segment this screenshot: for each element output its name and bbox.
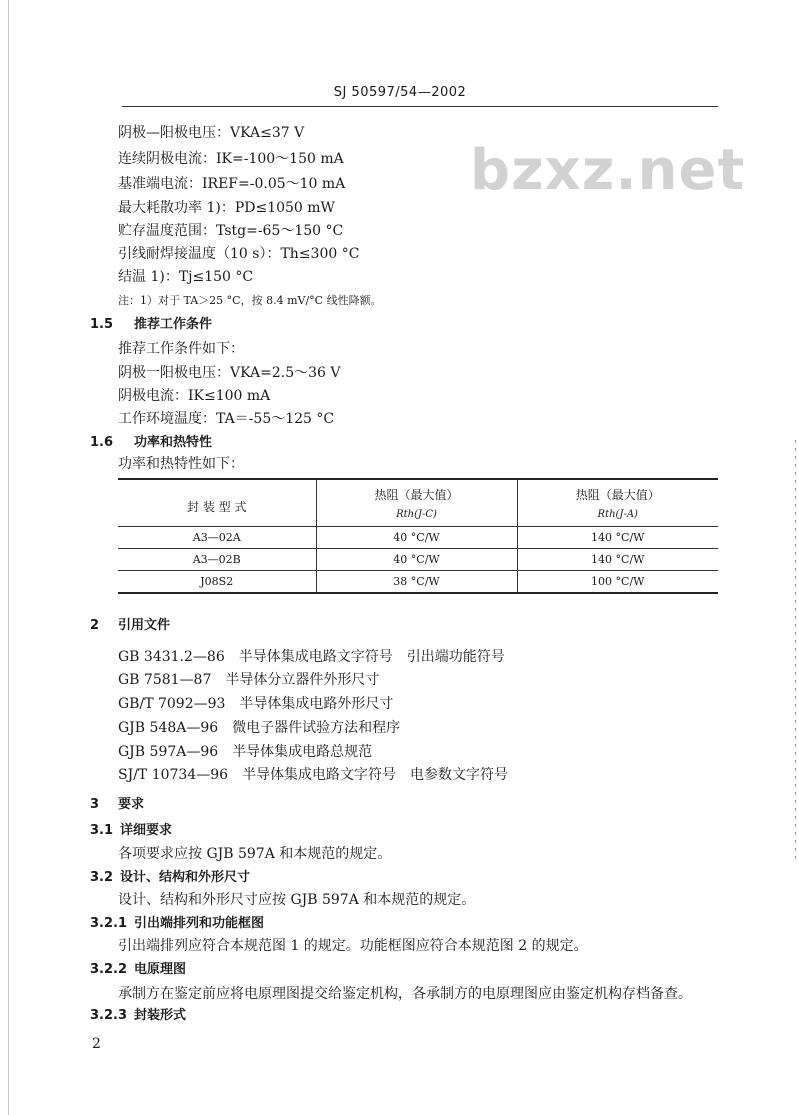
header-rth-ja: 热阻（最大值） Rth(J-A) [517,479,718,527]
section-3-2-1-heading [90,915,264,933]
section-number: 1.6 [90,435,114,450]
reference-code: GB 7581—87 [118,672,212,688]
reference-title: 半导体集成电路文字符号 电参数文字符号 [242,767,509,783]
table-cell: A3—02A [192,531,241,544]
table-cell: 140 °C/W [517,549,718,571]
ratings-note: 注：1）对于 TA＞25 °C，按 8.4 mV/°C 线性降额。 [118,294,382,307]
section-1-6-heading [90,434,212,452]
reference-item [118,671,379,689]
watermark: bzxz.net [470,138,746,203]
rating-line: 结温 1)：Tj≤150 °C [118,269,254,285]
section-3-2-2-heading [90,961,186,979]
page-header: SJ 50597/54—2002 [333,85,467,100]
section-3-2-heading [90,869,250,887]
reference-item [118,695,393,713]
section-3-2-body: 设计、结构和外形尺寸应按 GJB 597A 和本规范的规定。 [118,892,476,908]
table-cell: 40 °C/W [316,527,517,549]
table-row [118,571,718,593]
section-number: 1.5 [90,317,114,332]
table-row [118,549,718,571]
rating-line: 贮存温度范围：Tstg=-65～150 °C [118,223,344,239]
section-title: 设计、结构和外形尺寸 [120,870,251,885]
rating-line: 最大耗散功率 1)：PD≤1050 mW [118,200,335,216]
condition-line: 阴极一阳极电压：VKA=2.5～36 V [118,365,341,381]
reference-code: SJ/T 10734—96 [118,767,229,783]
header-rth-jc: 热阻（最大值） Rth(J-C) [316,479,517,527]
reference-code: GB/T 7092—93 [118,696,226,712]
reference-title: 半导体分立器件外形尺寸 [225,672,380,688]
section-title: 推荐工作条件 [134,317,213,332]
section-number: 3.1 [90,823,114,838]
section-3-2-3-heading [90,1007,186,1025]
table-cell: 140 °C/W [517,527,718,549]
table-cell: 38 °C/W [316,571,517,593]
table-cell: 100 °C/W [517,571,718,593]
table-header-row [118,479,718,527]
section-title: 详细要求 [120,823,173,838]
section-3-heading [90,796,144,814]
condition-line: 工作环境温度：TA＝-55～125 °C [118,411,335,427]
section-number: 3.2 [90,870,114,885]
reference-title: 半导体集成电路文字符号 引出端功能符号 [238,649,505,665]
section-title: 电原理图 [134,962,187,977]
section-number: 3.2.1 [90,916,128,931]
rating-line: 连续阴极电流：IK=-100～150 mA [118,151,344,167]
header-package: 封 装 型 式 [187,499,247,514]
reference-title: 半导体集成电路总规范 [232,744,373,760]
section-number: 3.2.3 [90,1008,128,1023]
section-3-1-heading [90,822,172,840]
reference-item [118,766,508,784]
thermal-table [118,478,718,594]
section-3-2-1-body: 引出端排列应符合本规范图 1 的规定。功能框图应符合本规范图 2 的规定。 [118,938,588,954]
section-number: 2 [90,618,100,633]
section-2-heading [90,617,170,635]
table-row [118,527,718,549]
section-number: 3.2.2 [90,962,128,977]
reference-title: 微电子器件试验方法和程序 [232,720,401,736]
rating-line: 引线耐焊接温度（10 s）：Th≤300 °C [118,246,360,262]
header-rule [122,106,718,107]
reference-item [118,743,372,761]
section-3-2-2-body: 承制方在鉴定前应将电原理图提交给鉴定机构，各承制方的电原理图应由鉴定机构存档备查。 [118,986,692,1002]
scan-edge-right [795,440,796,860]
section-number: 3 [90,797,100,812]
section-title: 功率和热特性 [134,435,213,450]
table-cell: J08S2 [200,574,234,588]
section-1-5-heading [90,316,212,334]
table-cell: A3—02B [192,553,241,566]
section-1-6-intro: 功率和热特性如下： [118,456,244,472]
section-title: 引出端排列和功能框图 [134,916,265,931]
condition-line: 阴极电流：IK≤100 mA [118,388,271,404]
reference-item [118,648,505,666]
section-title: 封装形式 [134,1008,187,1023]
section-title: 引用文件 [118,618,171,633]
reference-code: GB 3431.2—86 [118,649,225,665]
rating-line: 基准端电流：IREF=-0.05～10 mA [118,176,346,192]
page-number: 2 [92,1036,101,1052]
table-cell: 40 °C/W [316,549,517,571]
scan-edge-left [8,0,9,1115]
reference-code: GJB 597A—96 [118,744,219,760]
reference-item [118,719,400,737]
reference-code: GJB 548A—96 [118,720,219,736]
section-3-1-body: 各项要求应按 GJB 597A 和本规范的规定。 [118,846,392,862]
section-1-5-intro: 推荐工作条件如下： [118,341,244,357]
reference-title: 半导体集成电路外形尺寸 [239,696,394,712]
section-title: 要求 [118,797,145,812]
rating-line: 阴极—阳极电压：VKA≤37 V [118,125,305,141]
